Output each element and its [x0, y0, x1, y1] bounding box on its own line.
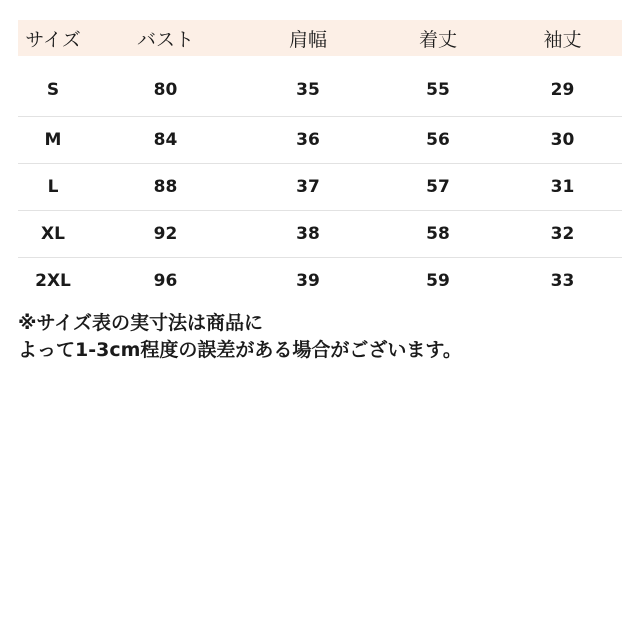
cell-sleeve: 31 [503, 164, 622, 211]
table-row [18, 258, 622, 305]
cell-shoulder: 38 [243, 211, 373, 258]
cell-size: 2XL [35, 271, 71, 291]
cell-shoulder: 39 [296, 271, 320, 291]
cell-bust: 88 [88, 164, 243, 211]
header-length: 着丈 [373, 20, 503, 56]
cell-size: S [18, 56, 88, 117]
cell-shoulder: 37 [243, 164, 373, 211]
header-bust: バスト [88, 20, 243, 56]
header-sleeve: 袖丈 [503, 20, 622, 56]
table-header-row [18, 20, 622, 56]
cell-size: XL [18, 211, 88, 258]
cell-bust: 96 [153, 271, 178, 291]
cell-shoulder: 36 [243, 117, 373, 164]
cell-length: 57 [373, 164, 503, 211]
cell-sleeve: 32 [503, 211, 622, 258]
size-chart-table [18, 20, 622, 304]
note-line-1: ※サイズ表の実寸法は商品に [18, 312, 263, 334]
cell-size: M [18, 117, 88, 164]
cell-length: 56 [373, 117, 503, 164]
cell-length: 55 [373, 56, 503, 117]
table-row [18, 211, 622, 258]
header-shoulder: 肩幅 [243, 20, 373, 56]
cell-sleeve: 30 [503, 117, 622, 164]
header-size: サイズ [18, 20, 88, 56]
cell-length: 59 [426, 271, 450, 291]
cell-shoulder: 35 [243, 56, 373, 117]
cell-bust: 84 [88, 117, 243, 164]
note-line-2: よって1-3cm程度の誤差がある場合がございます。 [18, 339, 462, 361]
cell-size: L [18, 164, 88, 211]
measurement-note [18, 310, 622, 364]
cell-sleeve: 29 [503, 56, 622, 117]
table-row [18, 117, 622, 164]
cell-bust: 92 [88, 211, 243, 258]
table-row [18, 56, 622, 117]
cell-bust: 80 [88, 56, 243, 117]
cell-length: 58 [373, 211, 503, 258]
table-row [18, 164, 622, 211]
cell-sleeve: 33 [550, 271, 575, 291]
